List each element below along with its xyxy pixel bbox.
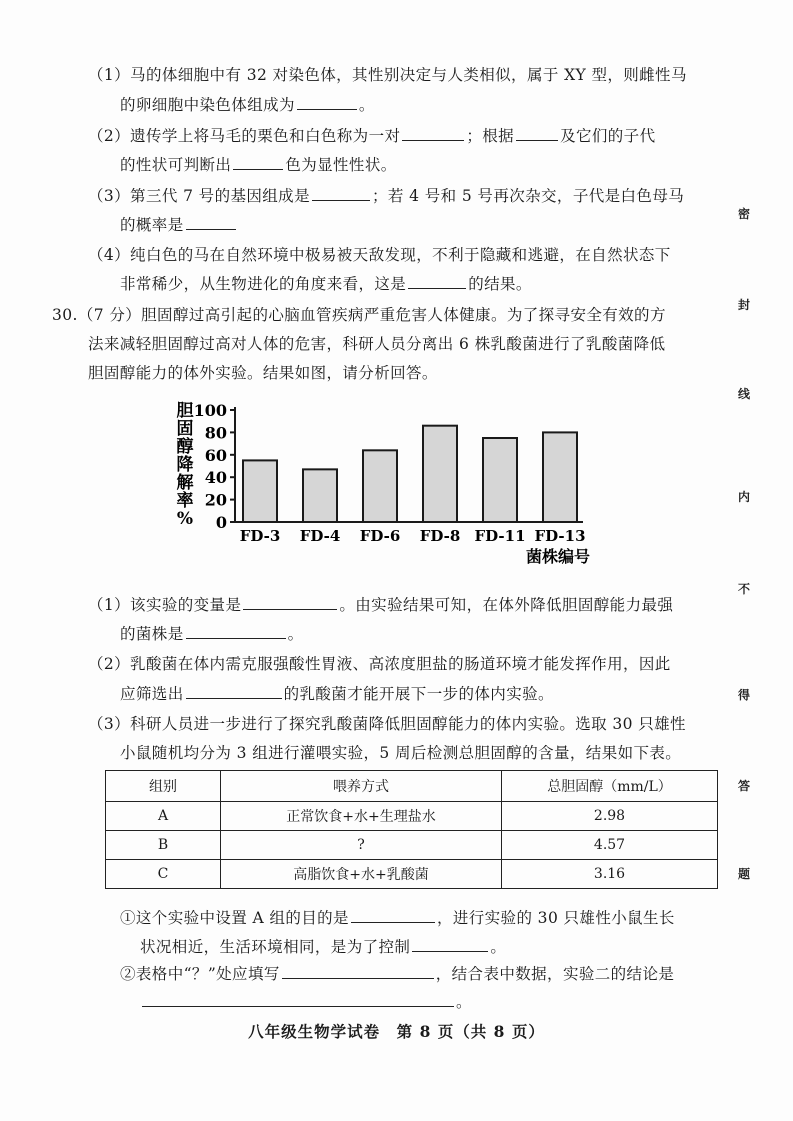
table-header-row — [106, 771, 718, 802]
q30-part2-line1: （2）乳酸菌在体内需克服强酸性胃液、高浓度胆盐的肠道环境才能发挥作用，因此 — [88, 655, 671, 673]
y-axis-label-char: 降 — [176, 455, 194, 475]
q30-sub1-line2: 状况相近，生活环境相同，是为了控制 。 — [140, 935, 506, 958]
bar — [543, 432, 577, 522]
answer-blank[interactable] — [312, 184, 370, 201]
answer-blank[interactable] — [297, 93, 357, 110]
x-axis-label: 菌株编号 — [525, 547, 591, 566]
q30-intro-line1: 30.（7 分）胆固醇过高引起的心脑血管疾病严重危害人体健康。为了探寻安全有效的方 — [52, 306, 666, 324]
y-axis-label-char: % — [176, 509, 194, 529]
q30-part2-line2: 应筛选出 的乳酸菌才能开展下一步的体内实验。 — [120, 682, 554, 705]
q30-sub2-line1: ②表格中“？”处应填写 ，结合表中数据，实验二的结论是 — [120, 962, 674, 985]
q30-part3-line1: （3）科研人员进一步进行了探究乳酸菌降低胆固醇能力的体内实验。选取 30 只雄性 — [88, 715, 686, 733]
x-ticks — [240, 527, 586, 545]
y-tick-label: 60 — [204, 445, 227, 465]
q30-part1-line1: （1）该实验的变量是 。由实验结果可知，在体外降低胆固醇能力最强 — [88, 593, 673, 616]
x-tick-label: FD-8 — [419, 527, 461, 545]
page-footer: 八年级生物学试卷 第 8 页（共 8 页） — [248, 1022, 545, 1041]
header-group: 组别 — [106, 771, 221, 802]
margin-char: 得 — [737, 688, 750, 702]
q29-part2-line1: （2）遗传学上将马毛的栗色和白色称为一对 ；根据 及它们的子代 — [88, 124, 655, 147]
table-row — [106, 802, 718, 831]
q30-sub2-line2: 。 — [140, 990, 472, 1013]
margin-char: 密 — [737, 207, 750, 221]
margin-char: 封 — [737, 298, 750, 312]
cell-group: C — [106, 860, 221, 889]
bar — [363, 450, 397, 522]
y-axis-label — [177, 401, 195, 529]
answer-blank[interactable] — [412, 935, 488, 952]
q29-part1-line1: （1）马的体细胞中有 32 对染色体，其性别决定与人类相似，属于 XY 型，则雌性马 — [88, 66, 687, 84]
x-tick-label: FD-3 — [239, 527, 281, 545]
bar — [483, 438, 517, 522]
y-axis-label-char: 胆 — [176, 401, 194, 421]
y-tick-label: 20 — [204, 490, 227, 510]
answer-blank[interactable] — [243, 593, 337, 610]
answer-blank[interactable] — [186, 682, 282, 699]
q30-intro-line3: 胆固醇能力的体外实验。结果如图，请分析回答。 — [88, 364, 438, 382]
cell-feeding: 正常饮食+水+生理盐水 — [221, 802, 502, 831]
margin-char: 题 — [737, 867, 750, 881]
margin-char: 线 — [737, 387, 750, 401]
answer-blank[interactable] — [402, 124, 464, 141]
y-axis-label-char: 率 — [176, 491, 194, 511]
q29-part2-line2: 的性状可判断出 色为显性性状。 — [120, 153, 397, 176]
cell-cholesterol: 4.57 — [502, 831, 718, 860]
y-axis-label-char: 醇 — [176, 437, 194, 457]
bars — [243, 426, 577, 522]
y-axis-label-char: 固 — [176, 419, 194, 439]
bar — [303, 469, 337, 522]
cell-group: B — [106, 831, 221, 860]
y-tick-label: 100 — [193, 401, 227, 420]
answer-blank[interactable] — [351, 906, 435, 923]
answer-blank[interactable] — [282, 962, 434, 979]
y-tick-label: 0 — [215, 513, 227, 532]
cell-feeding: ? — [221, 831, 502, 860]
answer-blank[interactable] — [142, 990, 454, 1007]
q29-part3-line2: 的概率是 — [120, 213, 238, 236]
x-tick-label: FD-4 — [299, 527, 341, 545]
x-tick-label: FD-13 — [534, 527, 586, 545]
q29-part4-line2: 非常稀少，从生物进化的角度来看，这是 的结果。 — [120, 272, 532, 295]
answer-blank[interactable] — [186, 213, 236, 230]
results-table — [105, 770, 718, 889]
table-row — [106, 860, 718, 889]
y-tick-label: 80 — [204, 423, 227, 443]
cell-feeding: 高脂饮食+水+乳酸菌 — [221, 860, 502, 889]
header-cholesterol: 总胆固醇（mm/L） — [502, 771, 718, 802]
x-tick-label: FD-11 — [474, 527, 526, 545]
q30-sub1-line1: ①这个实验中设置 A 组的目的是 ，进行实验的 30 只雄性小鼠生长 — [120, 906, 675, 929]
bar — [243, 460, 277, 522]
y-ticks — [194, 401, 235, 532]
q29-part4-line1: （4）纯白色的马在自然环境中极易被天敌发现，不利于隐藏和逃避，在自然状态下 — [88, 246, 671, 264]
margin-char: 答 — [737, 779, 750, 793]
cell-group: A — [106, 802, 221, 831]
cell-cholesterol: 3.16 — [502, 860, 718, 889]
bar — [423, 426, 457, 522]
answer-blank[interactable] — [516, 124, 558, 141]
cell-cholesterol: 2.98 — [502, 802, 718, 831]
q29-part3-line1: （3）第三代 7 号的基因组成是 ；若 4 号和 5 号再次杂交，子代是白色母马 — [88, 184, 684, 207]
q30-part1-line2: 的菌株是 。 — [120, 622, 304, 645]
answer-blank[interactable] — [408, 272, 466, 289]
margin-char: 内 — [737, 490, 750, 504]
bar-chart — [160, 395, 600, 570]
answer-blank[interactable] — [186, 622, 286, 639]
table-row — [106, 831, 718, 860]
margin-char: 不 — [737, 582, 750, 596]
header-feeding: 喂养方式 — [221, 771, 502, 802]
answer-blank[interactable] — [233, 153, 283, 170]
y-axis-label-char: 解 — [176, 473, 194, 493]
q29-part1-line2: 的卵细胞中染色体组成为 。 — [120, 93, 375, 116]
x-tick-label: FD-6 — [359, 527, 401, 545]
q30-part3-line2: 小鼠随机均分为 3 组进行灌喂实验，5 周后检测总胆固醇的含量，结果如下表。 — [120, 744, 682, 762]
y-tick-label: 40 — [204, 468, 227, 488]
q30-intro-line2: 法来减轻胆固醇过高对人体的危害，科研人员分离出 6 株乳酸菌进行了乳酸菌降低 — [88, 335, 666, 353]
